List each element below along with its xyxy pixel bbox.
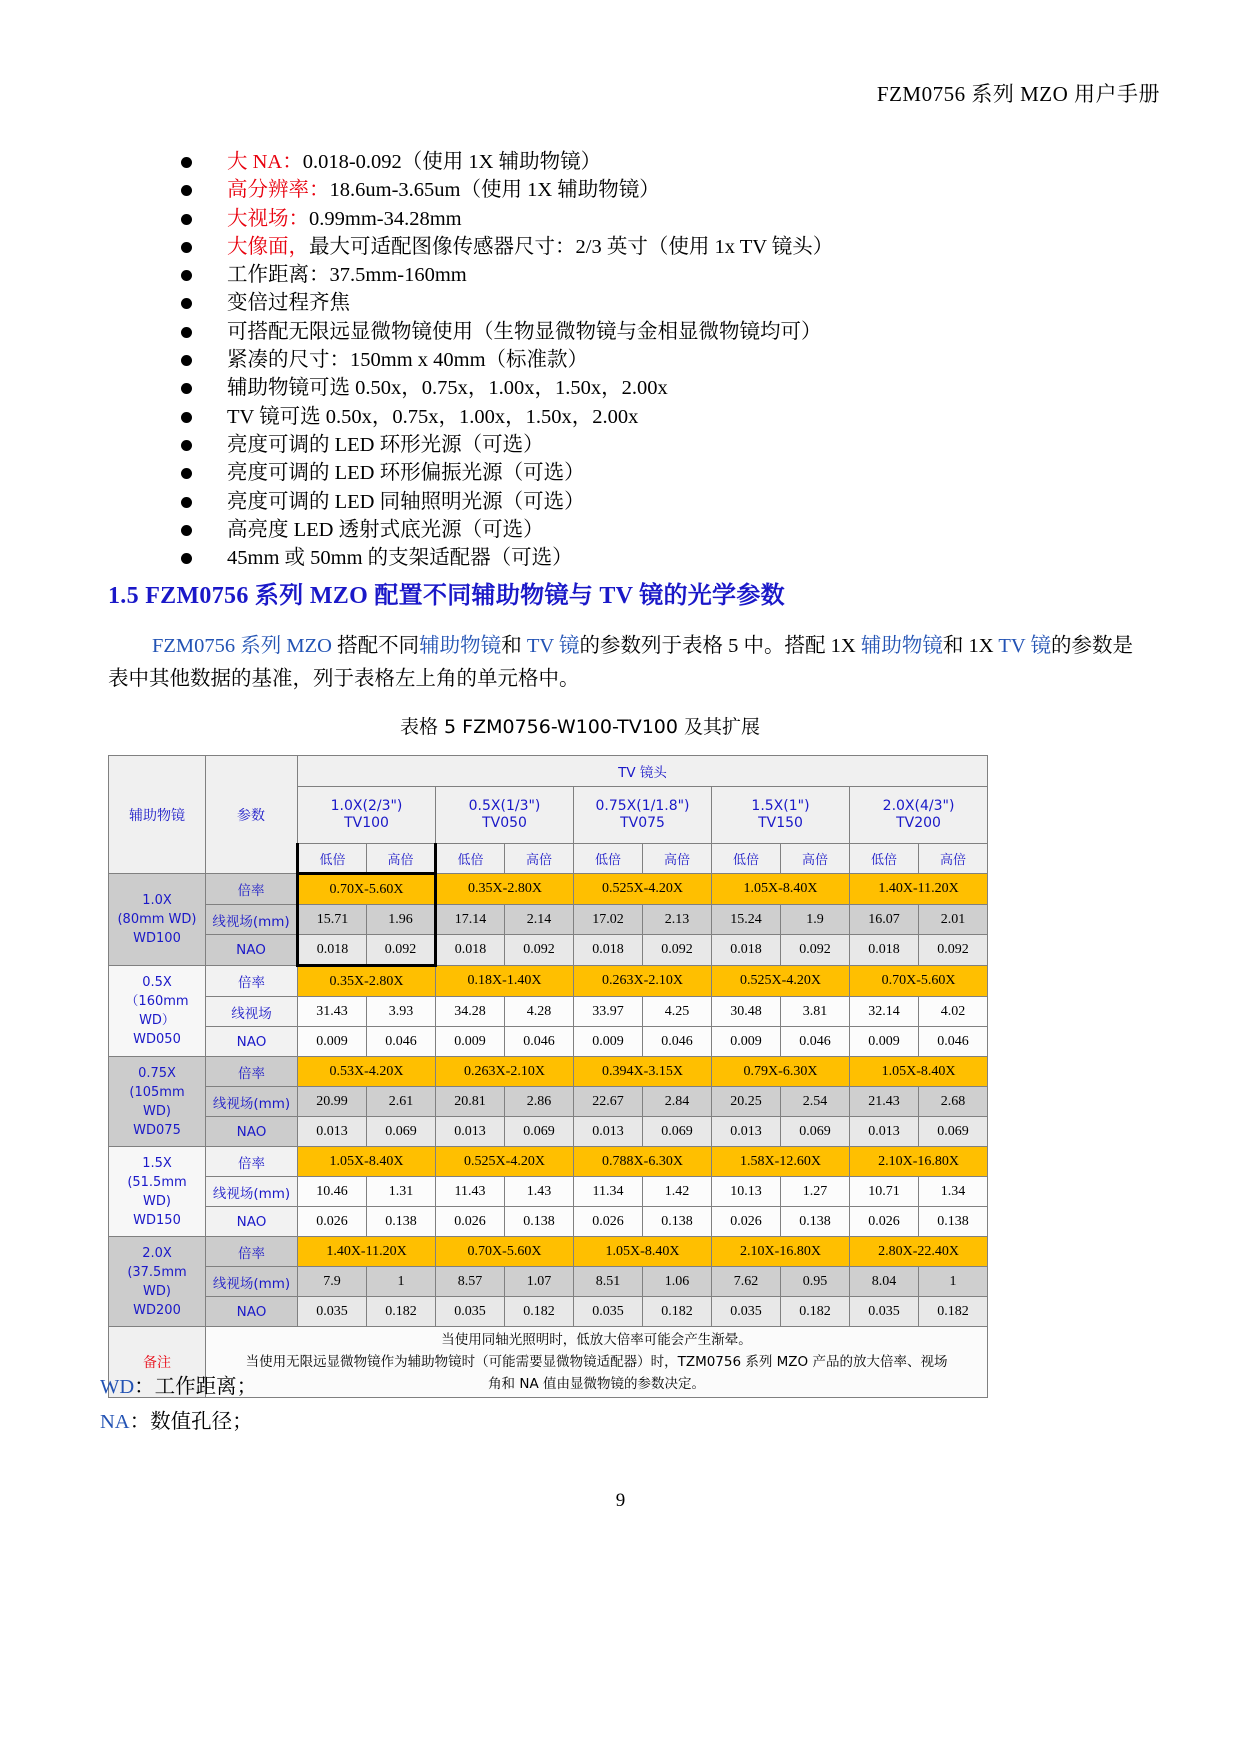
nao-value-1: 0.013 — [298, 1117, 367, 1147]
bullet-icon — [181, 497, 192, 508]
mag-value-5: 0.70X-5.60X — [850, 966, 988, 997]
fov-value-9: 10.71 — [850, 1177, 919, 1207]
table-header-row-1 — [109, 756, 988, 787]
page-number: 9 — [615, 1490, 626, 1511]
group-label-line: WD100 — [133, 931, 181, 946]
para-frag-8: 和 1X — [942, 635, 999, 657]
nao-value-6: 0.046 — [643, 1027, 712, 1057]
group-label-line: 0.75X — [138, 1065, 176, 1081]
fov-value-8: 3.81 — [781, 997, 850, 1027]
nao-value-7: 0.009 — [712, 1027, 781, 1057]
table-row — [109, 1237, 988, 1267]
fov-value-10: 1.34 — [919, 1177, 988, 1207]
fov-value-7: 7.62 — [712, 1267, 781, 1297]
header-tv-column-4 — [712, 787, 850, 844]
fov-value-3: 8.57 — [436, 1267, 505, 1297]
mag-value-5: 2.10X-16.80X — [850, 1147, 988, 1177]
section-paragraph — [108, 630, 1133, 696]
fov-value-8: 1.27 — [781, 1177, 850, 1207]
fov-value-10: 1 — [919, 1267, 988, 1297]
nao-value-6: 0.092 — [643, 935, 712, 966]
section-heading: 1.5 FZM0756 系列 MZO 配置不同辅助物镜与 TV 镜的光学参数 — [108, 583, 785, 609]
mag-value-3: 1.05X-8.40X — [574, 1237, 712, 1267]
header-low-mag-3: 低倍 — [574, 844, 643, 874]
fov-value-8: 0.95 — [781, 1267, 850, 1297]
param-name-fov: 线视场(mm) — [206, 1177, 298, 1207]
header-high-mag-4: 高倍 — [781, 844, 850, 874]
feature-item — [181, 488, 1081, 516]
table-row — [109, 1207, 988, 1237]
fov-value-4: 4.28 — [505, 997, 574, 1027]
optical-spec-table — [108, 755, 988, 1398]
para-frag-5: TV 镜 — [526, 635, 580, 657]
bullet-icon — [181, 298, 192, 309]
nao-value-9: 0.013 — [850, 1117, 919, 1147]
group-label-line: (51.5mm — [127, 1174, 187, 1190]
nao-value-6: 0.138 — [643, 1207, 712, 1237]
header-parameter: 参数 — [206, 756, 298, 874]
table-row — [109, 935, 988, 966]
para-frag-6: 的参数列于表格 5 中。搭配 1X — [579, 635, 861, 657]
nao-value-2: 0.092 — [367, 935, 436, 966]
param-name-nao: NAO — [206, 1117, 298, 1147]
bullet-icon — [181, 525, 192, 536]
table-row — [109, 905, 988, 935]
para-frag-9: TV 镜 — [998, 635, 1051, 657]
nao-value-7: 0.026 — [712, 1207, 781, 1237]
fov-value-1: 31.43 — [298, 997, 367, 1027]
fov-value-7: 10.13 — [712, 1177, 781, 1207]
bullet-icon — [181, 157, 192, 168]
fov-value-2: 2.61 — [367, 1087, 436, 1117]
fov-value-3: 11.43 — [436, 1177, 505, 1207]
group-label-line: (80mm WD) — [117, 912, 197, 927]
fov-value-10: 2.68 — [919, 1087, 988, 1117]
nao-value-8: 0.046 — [781, 1027, 850, 1057]
fov-value-2: 3.93 — [367, 997, 436, 1027]
param-name-mag: 倍率 — [206, 966, 298, 997]
fov-value-4: 2.86 — [505, 1087, 574, 1117]
table-row — [109, 966, 988, 997]
fov-value-5: 17.02 — [574, 905, 643, 935]
feature-text: 可搭配无限远显微物镜使用（生物显微物镜与金相显微物镜均可） — [227, 320, 822, 343]
nao-value-4: 0.092 — [505, 935, 574, 966]
tv-column-bottom: TV100 — [344, 815, 389, 831]
note-line-1: 当使用同轴光照明时，低放大倍率可能会产生渐晕。 — [441, 1332, 752, 1348]
footnote-text: ：数值孔径； — [129, 1411, 253, 1433]
nao-value-3: 0.018 — [436, 935, 505, 966]
nao-value-7: 0.013 — [712, 1117, 781, 1147]
nao-value-5: 0.026 — [574, 1207, 643, 1237]
bullet-icon — [181, 242, 192, 253]
param-name-mag: 倍率 — [206, 1057, 298, 1087]
fov-value-9: 21.43 — [850, 1087, 919, 1117]
fov-value-9: 8.04 — [850, 1267, 919, 1297]
header-objective-lens: 辅助物镜 — [109, 756, 206, 874]
nao-value-10: 0.069 — [919, 1117, 988, 1147]
nao-value-8: 0.182 — [781, 1297, 850, 1327]
group-label-line: （160mm — [125, 994, 189, 1009]
table-row — [109, 1177, 988, 1207]
table-row — [109, 1117, 988, 1147]
nao-value-7: 0.018 — [712, 935, 781, 966]
feature-emphasis: 大像面， — [227, 235, 309, 258]
feature-text: 0.018-0.092（使用 1X 辅助物镜） — [302, 151, 602, 173]
header-tv-lens-group: TV 镜头 — [298, 756, 988, 787]
nao-value-4: 0.182 — [505, 1297, 574, 1327]
tv-column-bottom: TV150 — [758, 815, 803, 831]
fov-value-6: 2.84 — [643, 1087, 712, 1117]
mag-value-3: 0.525X-4.20X — [574, 874, 712, 905]
table-row — [109, 1027, 988, 1057]
footnote-key: WD — [100, 1376, 135, 1398]
mag-value-5: 2.80X-22.40X — [850, 1237, 988, 1267]
mag-value-5: 1.05X-8.40X — [850, 1057, 988, 1087]
tv-column-bottom: TV075 — [620, 815, 665, 831]
mag-value-4: 1.05X-8.40X — [712, 874, 850, 905]
header-high-mag-1: 高倍 — [367, 844, 436, 874]
mag-value-1: 0.70X-5.60X — [298, 874, 436, 905]
nao-value-9: 0.026 — [850, 1207, 919, 1237]
feature-text: TV 镜可选 0.50x，0.75x，1.00x，1.50x，2.00x — [227, 405, 639, 428]
group-label-line: 1.0X — [142, 893, 172, 908]
header-high-mag-2: 高倍 — [505, 844, 574, 874]
feature-list — [181, 148, 1081, 572]
fov-value-10: 2.01 — [919, 905, 988, 935]
footnote-item — [100, 1370, 257, 1405]
mag-value-2: 0.18X-1.40X — [436, 966, 574, 997]
header-tv-column-3 — [574, 787, 712, 844]
nao-value-3: 0.013 — [436, 1117, 505, 1147]
nao-value-2: 0.182 — [367, 1297, 436, 1327]
nao-value-4: 0.138 — [505, 1207, 574, 1237]
feature-item — [181, 544, 1081, 572]
group-label-line: 2.0X — [142, 1245, 172, 1261]
notes-label: 备注 — [109, 1327, 206, 1398]
table-row — [109, 874, 988, 905]
group-label-line: (37.5mm — [127, 1264, 187, 1280]
note-line-3: 角和 NA 值由显微物镜的参数决定。 — [488, 1376, 705, 1392]
feature-emphasis: 大视场： — [227, 207, 309, 230]
param-name-mag: 倍率 — [206, 1237, 298, 1267]
tv-column-top: 1.5X(1") — [751, 798, 810, 814]
nao-value-8: 0.069 — [781, 1117, 850, 1147]
bullet-icon — [181, 270, 192, 281]
fov-value-8: 1.9 — [781, 905, 850, 935]
group-label-line: 1.5X — [142, 1155, 172, 1171]
fov-value-1: 10.46 — [298, 1177, 367, 1207]
nao-value-5: 0.018 — [574, 935, 643, 966]
mag-value-4: 1.58X-12.60X — [712, 1147, 850, 1177]
param-name-nao: NAO — [206, 935, 298, 966]
nao-value-8: 0.092 — [781, 935, 850, 966]
fov-value-4: 1.07 — [505, 1267, 574, 1297]
nao-value-9: 0.009 — [850, 1027, 919, 1057]
para-frag-1: FZM0756 系列 MZO — [152, 635, 338, 657]
feature-item — [181, 318, 1081, 346]
nao-value-10: 0.182 — [919, 1297, 988, 1327]
nao-value-1: 0.035 — [298, 1297, 367, 1327]
fov-value-2: 1 — [367, 1267, 436, 1297]
header-high-mag-3: 高倍 — [643, 844, 712, 874]
bullet-icon — [181, 440, 192, 451]
param-name-fov: 线视场(mm) — [206, 1267, 298, 1297]
group-label-line: WD200 — [133, 1302, 181, 1318]
nao-value-3: 0.026 — [436, 1207, 505, 1237]
mag-value-3: 0.263X-2.10X — [574, 966, 712, 997]
fov-value-7: 30.48 — [712, 997, 781, 1027]
fov-value-10: 4.02 — [919, 997, 988, 1027]
running-header: FZM0756 系列 MZO 用户手册 — [876, 82, 1160, 106]
mag-value-2: 0.263X-2.10X — [436, 1057, 574, 1087]
fov-value-5: 33.97 — [574, 997, 643, 1027]
footnote-item — [100, 1405, 257, 1440]
footnote-text: ：工作距离； — [134, 1376, 258, 1398]
feature-item — [181, 459, 1081, 487]
bullet-icon — [181, 355, 192, 366]
group-label-3 — [109, 1057, 206, 1147]
fov-value-7: 15.24 — [712, 905, 781, 935]
feature-item — [181, 261, 1081, 289]
header-tv-column-5 — [850, 787, 988, 844]
bullet-icon — [181, 553, 192, 564]
fov-value-6: 1.42 — [643, 1177, 712, 1207]
feature-text: 变倍过程齐焦 — [227, 292, 350, 315]
notes-body — [206, 1327, 988, 1398]
nao-value-3: 0.035 — [436, 1297, 505, 1327]
header-tv-column-2 — [436, 787, 574, 844]
tv-column-bottom: TV050 — [482, 815, 527, 831]
group-label-line: (105mm — [129, 1084, 185, 1100]
nao-value-6: 0.182 — [643, 1297, 712, 1327]
fov-value-3: 34.28 — [436, 997, 505, 1027]
feature-text: 18.6um-3.65um（使用 1X 辅助物镜） — [329, 179, 660, 202]
fov-value-5: 22.67 — [574, 1087, 643, 1117]
feature-item — [181, 374, 1081, 402]
header-high-mag-5: 高倍 — [919, 844, 988, 874]
nao-value-1: 0.026 — [298, 1207, 367, 1237]
mag-value-2: 0.35X-2.80X — [436, 874, 574, 905]
param-name-nao: NAO — [206, 1297, 298, 1327]
nao-value-9: 0.018 — [850, 935, 919, 966]
nao-value-1: 0.009 — [298, 1027, 367, 1057]
feature-text: 0.99mm-34.28mm — [309, 207, 462, 230]
feature-emphasis: 大 NA： — [227, 151, 303, 173]
fov-value-3: 17.14 — [436, 905, 505, 935]
param-name-nao: NAO — [206, 1207, 298, 1237]
mag-value-3: 0.788X-6.30X — [574, 1147, 712, 1177]
table-row — [109, 1087, 988, 1117]
nao-value-5: 0.013 — [574, 1117, 643, 1147]
feature-text: 高亮度 LED 透射式底光源（可选） — [227, 518, 544, 541]
fov-value-2: 1.96 — [367, 905, 436, 935]
feature-item — [181, 403, 1081, 431]
nao-value-2: 0.046 — [367, 1027, 436, 1057]
feature-text: 亮度可调的 LED 环形偏振光源（可选） — [227, 462, 585, 485]
spec-table-wrapper — [108, 755, 987, 1398]
tv-column-top: 1.0X(2/3") — [330, 798, 403, 814]
feature-text: 辅助物镜可选 0.50x，0.75x，1.00x，1.50x，2.00x — [227, 377, 668, 400]
group-label-line: WD) — [143, 1283, 171, 1299]
mag-value-4: 0.79X-6.30X — [712, 1057, 850, 1087]
nao-value-9: 0.035 — [850, 1297, 919, 1327]
group-label-line: WD) — [143, 1193, 171, 1209]
bullet-icon — [181, 185, 192, 196]
mag-value-3: 0.394X-3.15X — [574, 1057, 712, 1087]
nao-value-10: 0.092 — [919, 935, 988, 966]
fov-value-4: 2.14 — [505, 905, 574, 935]
nao-value-6: 0.069 — [643, 1117, 712, 1147]
fov-value-8: 2.54 — [781, 1087, 850, 1117]
footnote-key: NA — [100, 1411, 130, 1433]
fov-value-1: 15.71 — [298, 905, 367, 935]
tv-column-top: 0.5X(1/3") — [468, 798, 541, 814]
nao-value-2: 0.138 — [367, 1207, 436, 1237]
fov-value-1: 7.9 — [298, 1267, 367, 1297]
fov-value-5: 11.34 — [574, 1177, 643, 1207]
bullet-icon — [181, 412, 192, 423]
para-frag-2: 搭配不同 — [337, 635, 420, 657]
table-row — [109, 1057, 988, 1087]
para-frag-10: 的参数是表中其他数据的基准，列于表格左上角的单元格中。 — [108, 635, 1133, 690]
para-frag-4: 和 — [501, 635, 527, 657]
mag-value-4: 2.10X-16.80X — [712, 1237, 850, 1267]
param-name-mag: 倍率 — [206, 874, 298, 905]
feature-emphasis: 高分辨率： — [227, 179, 330, 202]
table-row — [109, 1267, 988, 1297]
fov-value-4: 1.43 — [505, 1177, 574, 1207]
nao-value-7: 0.035 — [712, 1297, 781, 1327]
tv-column-top: 2.0X(4/3") — [882, 798, 955, 814]
feature-item — [181, 176, 1081, 204]
bullet-icon — [181, 468, 192, 479]
group-label-line: WD150 — [133, 1212, 181, 1228]
header-low-mag-1: 低倍 — [298, 844, 367, 874]
nao-value-8: 0.138 — [781, 1207, 850, 1237]
feature-item — [181, 516, 1081, 544]
group-label-line: WD050 — [133, 1032, 181, 1047]
table-row — [109, 1297, 988, 1327]
tv-column-bottom: TV200 — [896, 815, 941, 831]
feature-item — [181, 431, 1081, 459]
fov-value-6: 4.25 — [643, 997, 712, 1027]
group-label-2 — [109, 966, 206, 1057]
feature-item — [181, 346, 1081, 374]
nao-value-5: 0.035 — [574, 1297, 643, 1327]
para-frag-7: 辅助物镜 — [860, 635, 943, 657]
mag-value-1: 1.40X-11.20X — [298, 1237, 436, 1267]
feature-item — [181, 205, 1081, 233]
mag-value-5: 1.40X-11.20X — [850, 874, 988, 905]
tv-column-top: 0.75X(1/1.8") — [595, 798, 690, 814]
feature-item — [181, 289, 1081, 317]
group-label-line: 0.5X — [142, 975, 172, 990]
feature-text: 工作距离：37.5mm-160mm — [227, 264, 467, 287]
mag-value-1: 0.53X-4.20X — [298, 1057, 436, 1087]
nao-value-10: 0.046 — [919, 1027, 988, 1057]
fov-value-5: 8.51 — [574, 1267, 643, 1297]
nao-value-5: 0.009 — [574, 1027, 643, 1057]
feature-text: 亮度可调的 LED 同轴照明光源（可选） — [227, 490, 585, 513]
group-label-line: WD075 — [133, 1122, 181, 1138]
param-name-mag: 倍率 — [206, 1147, 298, 1177]
bullet-icon — [181, 327, 192, 338]
bullet-icon — [181, 214, 192, 225]
header-low-mag-5: 低倍 — [850, 844, 919, 874]
group-label-5 — [109, 1237, 206, 1327]
feature-item — [181, 233, 1081, 261]
fov-value-9: 32.14 — [850, 997, 919, 1027]
feature-item — [181, 148, 1081, 176]
fov-value-1: 20.99 — [298, 1087, 367, 1117]
feature-text: 亮度可调的 LED 环形光源（可选） — [227, 433, 544, 456]
mag-value-2: 0.70X-5.60X — [436, 1237, 574, 1267]
nao-value-2: 0.069 — [367, 1117, 436, 1147]
fov-value-2: 1.31 — [367, 1177, 436, 1207]
param-name-nao: NAO — [206, 1027, 298, 1057]
footnote-block — [100, 1370, 257, 1440]
header-low-mag-4: 低倍 — [712, 844, 781, 874]
mag-value-4: 0.525X-4.20X — [712, 966, 850, 997]
table-caption: 表格 5 FZM0756-W100-TV100 及其扩展 — [399, 716, 761, 738]
nao-value-1: 0.018 — [298, 935, 367, 966]
group-label-1 — [109, 874, 206, 966]
mag-value-1: 0.35X-2.80X — [298, 966, 436, 997]
fov-value-9: 16.07 — [850, 905, 919, 935]
header-tv-column-1 — [298, 787, 436, 844]
param-name-fov: 线视场(mm) — [206, 905, 298, 935]
fov-value-3: 20.81 — [436, 1087, 505, 1117]
param-name-fov: 线视场 — [206, 997, 298, 1027]
nao-value-10: 0.138 — [919, 1207, 988, 1237]
fov-value-6: 1.06 — [643, 1267, 712, 1297]
feature-text: 45mm 或 50mm 的支架适配器（可选） — [227, 547, 573, 570]
group-label-4 — [109, 1147, 206, 1237]
nao-value-3: 0.009 — [436, 1027, 505, 1057]
param-name-fov: 线视场(mm) — [206, 1087, 298, 1117]
table-row — [109, 997, 988, 1027]
fov-value-7: 20.25 — [712, 1087, 781, 1117]
para-frag-3: 辅助物镜 — [419, 635, 502, 657]
note-line-2: 当使用无限远显微物镜作为辅助物镜时（可能需要显微物镜适配器）时，TZM0756 系列 MZO 产品的放大倍率、视场 — [245, 1354, 948, 1370]
bullet-icon — [181, 383, 192, 394]
feature-text: 紧凑的尺寸：150mm x 40mm（标准款） — [227, 349, 589, 372]
fov-value-6: 2.13 — [643, 905, 712, 935]
table-row — [109, 1147, 988, 1177]
feature-text: 最大可适配图像传感器尺寸：2/3 英寸（使用 1x TV 镜头） — [309, 235, 834, 258]
nao-value-4: 0.069 — [505, 1117, 574, 1147]
group-label-line: WD） — [139, 1013, 175, 1028]
nao-value-4: 0.046 — [505, 1027, 574, 1057]
header-low-mag-2: 低倍 — [436, 844, 505, 874]
mag-value-2: 0.525X-4.20X — [436, 1147, 574, 1177]
mag-value-1: 1.05X-8.40X — [298, 1147, 436, 1177]
group-label-line: WD) — [143, 1103, 171, 1119]
